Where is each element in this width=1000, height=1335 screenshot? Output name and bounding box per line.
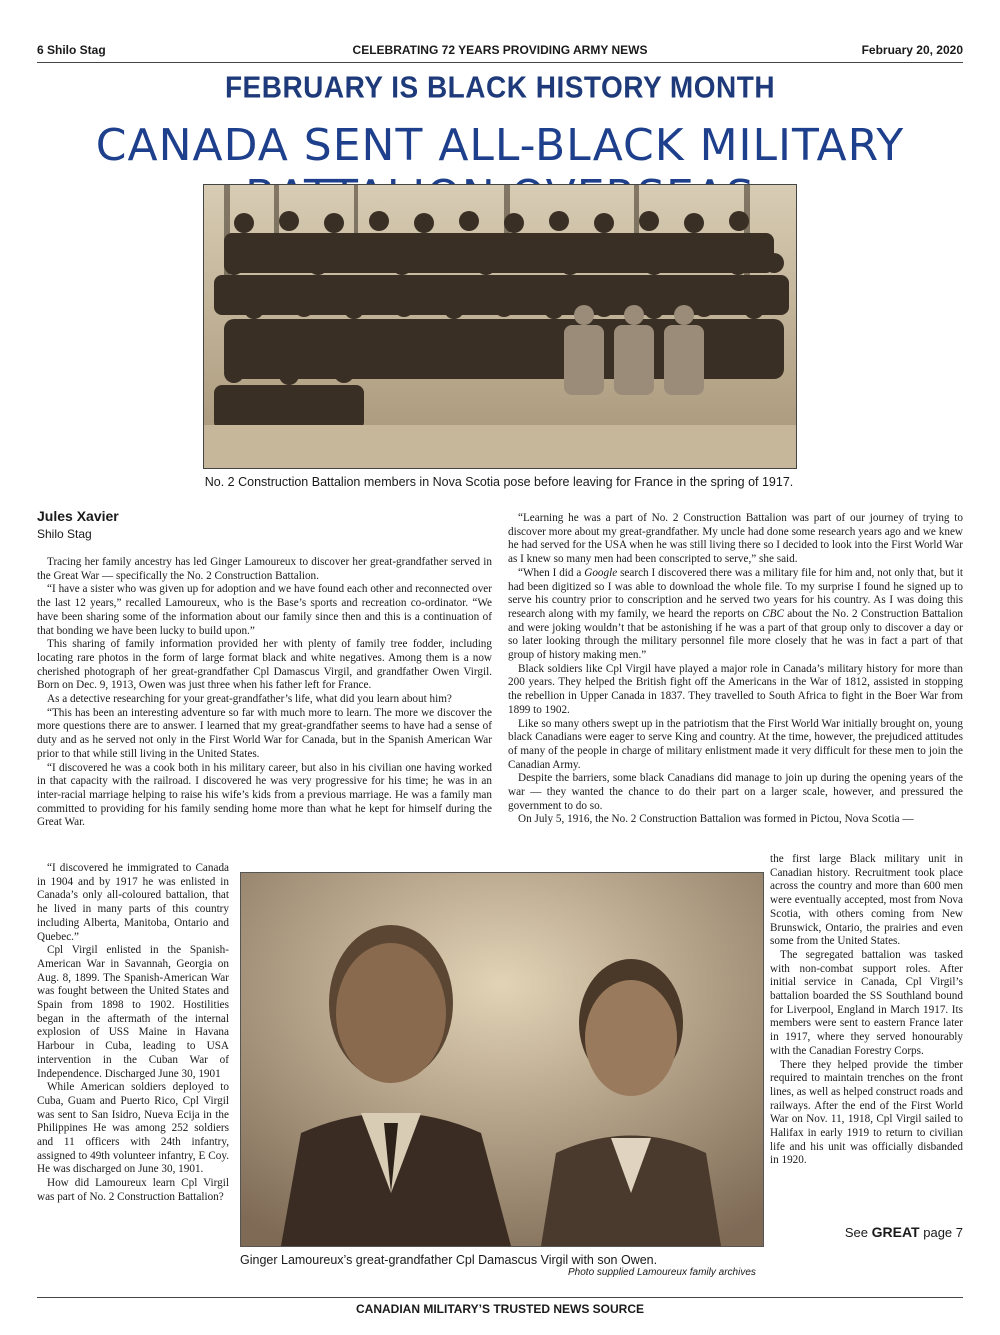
byline-outlet: Shilo Stag <box>37 527 92 541</box>
article-column-1-continued <box>37 862 229 1205</box>
battalion-group-photo <box>203 184 797 469</box>
issue-date: February 20, 2020 <box>861 43 963 57</box>
paragraph: the first large Black military unit in Canadian history. Recruitment took place across the country and more than 600 men were eventually accepted, most from Nova Scotia, with others coming from New Brunswick, Ontario, the prairies and even some from the United States. <box>770 853 963 948</box>
paragraph: The segregated battalion was tasked with non-combat support roles. After initial service in Canada, Cpl Virgil’s battalion boarded the SS Southland bound for Liverpool, England in March 1917. Its members were sent to eastern France later in 1917, where they served honourably with the Canadian Forestry Corps. <box>770 948 963 1057</box>
paragraph: How did Lamoureux learn Cpl Virgil was part of No. 2 Construction Battalion? <box>37 1177 229 1203</box>
photo-credit: Photo supplied Lamoureux family archives <box>568 1267 756 1278</box>
paragraph: This sharing of family information provided her with plenty of family tree fodder, including locating rare photos in the form of large format black and white negatives. Among them is a now cherished photograph of her great-grandfather Cpl Damascus Virgil, and grandfather Owen Virgil. Born on Dec. 9, 1913, Owen was just three when his father left for France. <box>37 638 492 692</box>
paragraph: “This has been an interesting adventure so far with much more to learn. The more we discover the more questions there are to answer. I learned that my great-grandfather seems to have had a sense of duty and as he served not only in the First World War for Canada, but in the Spanish American War prior to that while still living in the United States. <box>37 706 492 760</box>
portrait-caption: Ginger Lamoureux’s great-grandfather Cpl Damascus Virgil with son Owen. <box>240 1253 658 1267</box>
virgil-portrait-photo <box>240 872 764 1247</box>
header-tagline: CELEBRATING 72 YEARS PROVIDING ARMY NEWS <box>352 43 648 57</box>
page-number-label: 6 Shilo Stag <box>37 43 106 57</box>
cbc-italic: CBC <box>762 607 784 620</box>
paragraph: “I discovered he was a cook both in his military career, but also in his civilian one having worked in that capacity with the railroad. I discovered he was very progressive for his time; he was in an inter-racial marriage helping to raise his wife’s kids from a previous marriage. He was a family man committed to providing for his family sending home more than what he kept for himself during the Great War. <box>37 761 492 829</box>
footer-rule <box>37 1297 963 1298</box>
section-kicker: FEBRUARY IS BLACK HISTORY MONTH <box>224 70 776 105</box>
footer-tagline: CANADIAN MILITARY’S TRUSTED NEWS SOURCE <box>356 1302 644 1316</box>
group-photo-caption: No. 2 Construction Battalion members in Nova Scotia pose before leaving for France in the spring of 1917. <box>204 475 794 489</box>
paragraph: Cpl Virgil enlisted in the Spanish-American War in Savannah, Georgia on Aug. 8, 1899. The Spanish-American War was fought between the United States and Spain from 1898 to 1902. Hostilities began in the aftermath of the internal explosion of USS Maine in Havana Harbour in Cuba, leading to USA intervention in the Cuban War of Independence. Discharged June 30, 1901 <box>37 944 229 1080</box>
article-headline: CANADA SENT ALL-BLACK MILITARY <box>95 120 905 171</box>
paragraph: On July 5, 1916, the No. 2 Construction Battalion was formed in Pictou, Nova Scotia — <box>518 813 914 826</box>
paragraph: “I discovered he immigrated to Canada in 1904 and by 1917 he was enlisted in Canada’s only all-coloured battalion, that he lived in many parts of this country including Alberta, Manitoba, Ontario and Quebec.” <box>37 862 229 943</box>
portrait-illustration <box>241 873 763 1246</box>
paragraph: “Learning he was a part of No. 2 Construction Battalion was part of our journey of trying to discover more about my great-grandfather. My uncle had done some research years ago and we knew he had served for the USA when he was still living there so I decided to look into the First World War as I knew so many men had been conscripted to serve,” she said. <box>508 512 963 566</box>
google-italic: Google <box>584 566 618 579</box>
header-rule <box>37 62 963 63</box>
group-photo-illustration <box>204 185 796 468</box>
article-column-2 <box>508 512 963 827</box>
paragraph: While American soldiers deployed to Cuba, Guam and Puerto Rico, Cpl Virgil was sent to San Isidro, Nueva Ecija in the Philippines He was among 252 soldiers and 11 officers with 24th infantry, assigned to 49th volunteer infantry, E Coy. He was discharged on June 30, 1901. <box>37 1081 229 1176</box>
paragraph: As a detective researching for your great-grandfather’s life, what did you learn about him? <box>47 693 452 706</box>
paragraph <box>508 567 963 663</box>
text-run: “When I did a <box>518 566 585 579</box>
page-header <box>37 43 963 61</box>
jump-line[interactable] <box>820 1224 963 1240</box>
paragraph: “I have a sister who was given up for adoption and we have found each other and reconnected over the last 12 years,” recalled Lamoureux, who is the Base’s sports and recreation co-ordinator. “We have been sharing some of the information about our family since then and this is a continuation of that bonding we have been lucky to build upon.” <box>37 583 492 637</box>
jump-see: See <box>844 1225 869 1240</box>
text-run: search I discovered there was a military file for him and, not only that, but it had been digitized so I was able to download the whole file. To my surprise I found he signed up to serve his country prior to conscription and he served two years for his country. As I was doing this research along with my family, we heard the reports on <box>508 566 963 620</box>
paragraph: There they helped provide the timber required to maintain trenches on the front lines, as well as helped construct roads and railways. After the end of the First World War on Nov. 11, 1918, Cpl Virgil sailed to Halifax in early 1919 to return to civilian life and his unit was officially disbanded in 1920. <box>770 1058 963 1167</box>
byline-author: Jules Xavier <box>37 508 119 524</box>
article-column-1 <box>37 556 492 830</box>
article-column-2-continued <box>770 853 963 1168</box>
paragraph: Tracing her family ancestry has led Ginger Lamoureux to discover her great-grandfather served in the Great War — specifically the No. 2 Construction Battalion. <box>37 556 492 582</box>
jump-word: GREAT <box>871 1224 920 1240</box>
paragraph: Black soldiers like Cpl Virgil have played a major role in Canada’s military history for more than 200 years. They helped the British fight off the Americans in the War of 1812, assisted in stopping the rebellion in Upper Canada in 1837. They travelled to South Africa to fight in the Boer War from 1899 to 1902. <box>508 662 963 716</box>
text-run: about the No. 2 Construction Battalion and were joking wouldn’t that be astonishing if he was a part of that group only to discover a day or so later looking through the military personnel file more closely that he was in fact a part of that group of history making men.” <box>508 607 964 662</box>
paragraph: Like so many others swept up in the patriotism that the First World War initially brought on, young black Canadians were eager to serve King and country. At the time, however, the prejudiced attitudes of many of the people in charge of military enlistment made it very difficult for these men to join the Canadian Army. <box>508 717 963 771</box>
jump-page: page 7 <box>923 1225 963 1240</box>
paragraph: Despite the barriers, some black Canadians did manage to join up during the opening years of the war — they wanted the chance to do their part on a larger scale, however, and pressured the government to do so. <box>508 772 963 812</box>
